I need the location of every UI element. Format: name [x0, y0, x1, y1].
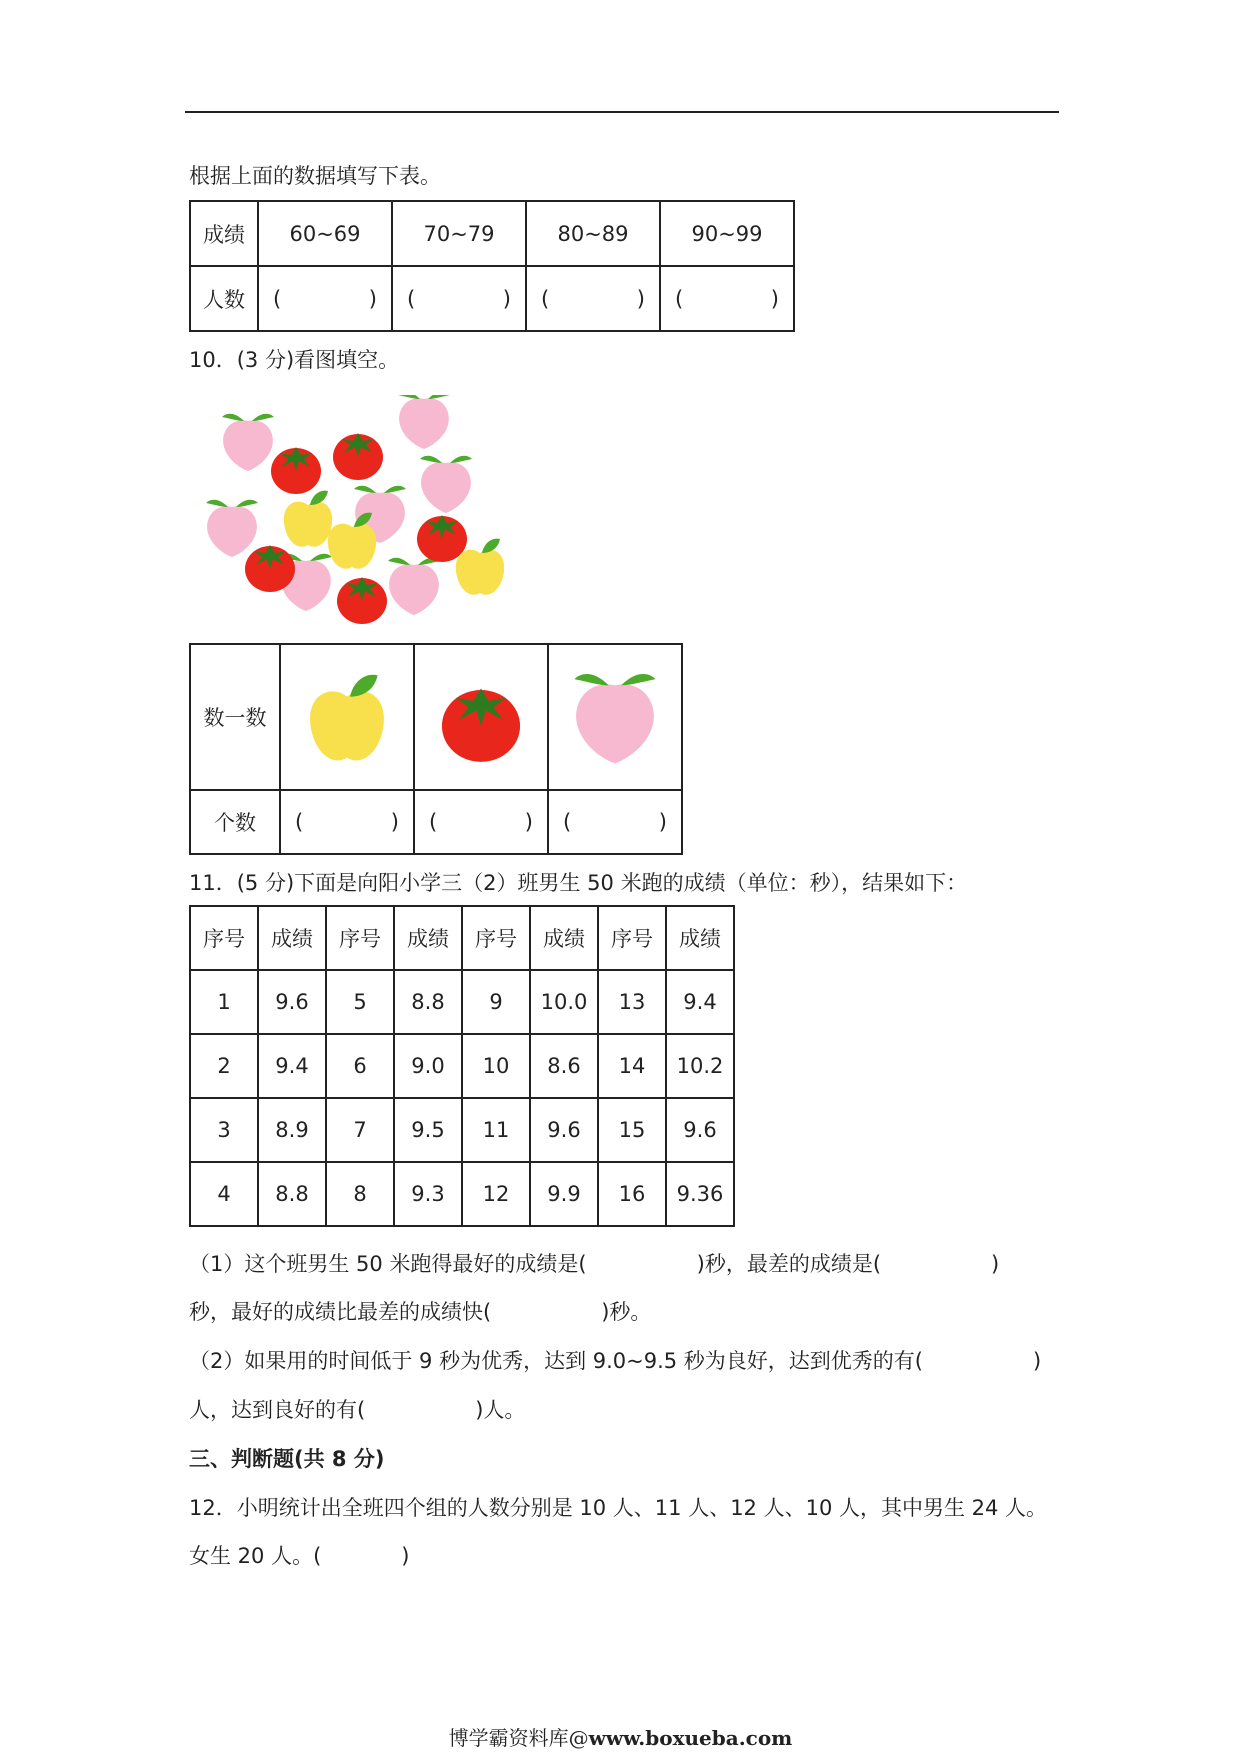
count-header: 数一数 [190, 644, 280, 790]
column-header: 成绩 [394, 906, 462, 970]
table-cell: 8.8 [258, 1162, 326, 1226]
open-paren: ( [563, 810, 572, 834]
table-row [190, 1162, 734, 1226]
close-paren: ) [524, 810, 533, 834]
column-header: 序号 [326, 906, 394, 970]
answer-blank[interactable] [414, 790, 548, 854]
table-row [190, 970, 734, 1034]
table-cell: 9.5 [394, 1098, 462, 1162]
footer-watermark [0, 1722, 1241, 1751]
table-cell: 9.6 [530, 1098, 598, 1162]
table-cell: 14 [598, 1034, 666, 1098]
table-row [190, 1034, 734, 1098]
tomato-icon [417, 515, 467, 562]
range-cell: 80~89 [526, 201, 660, 266]
apple-icon [284, 491, 332, 547]
q12-line2: 女生 20 人。( ) [189, 1544, 410, 1568]
table-cell: 15 [598, 1098, 666, 1162]
column-header: 成绩 [530, 906, 598, 970]
peach-icon [420, 456, 472, 513]
range-cell: 60~69 [258, 201, 392, 266]
peach-icon [222, 414, 274, 471]
open-paren: ( [541, 286, 550, 311]
peach-cell [548, 644, 682, 790]
open-paren: ( [273, 286, 282, 311]
column-header: 序号 [462, 906, 530, 970]
table-cell: 8.6 [530, 1034, 598, 1098]
table-cell: 9.36 [666, 1162, 734, 1226]
table-cell: 1 [190, 970, 258, 1034]
fruit-count-table [189, 643, 683, 855]
q11-sub2-line1: （2）如果用的时间低于 9 秒为优秀，达到 9.0~9.5 秒为良好，达到优秀的有( ) [189, 1349, 1042, 1373]
table-cell: 9.3 [394, 1162, 462, 1226]
q12-text: 12．小明统计出全班四个组的人数分别是 10 人、11 人、12 人、10 人，其中男生 24 人。 [189, 1496, 1048, 1520]
table-cell: 9 [462, 970, 530, 1034]
range-cell: 90~99 [660, 201, 794, 266]
q10-text: 10．(3 分)看图填空。 [189, 348, 400, 372]
section-title: 三、判断题(共 8 分) [189, 1447, 385, 1471]
table-cell: 7 [326, 1098, 394, 1162]
intro-text: 根据上面的数据填写下表。 [189, 164, 441, 188]
count-header: 人数 [190, 266, 258, 331]
table-cell: 8.8 [394, 970, 462, 1034]
table-cell: 9.4 [258, 1034, 326, 1098]
footer-url[interactable]: www.boxueba.com [588, 1726, 793, 1750]
table-cell: 11 [462, 1098, 530, 1162]
table-cell: 6 [326, 1034, 394, 1098]
apple-icon [297, 660, 397, 770]
table-cell: 13 [598, 970, 666, 1034]
range-cell: 70~79 [392, 201, 526, 266]
quantity-header: 个数 [190, 790, 280, 854]
table-cell: 8 [326, 1162, 394, 1226]
column-header: 序号 [190, 906, 258, 970]
footer-brand: 博学霸资料库@ [448, 1726, 589, 1750]
table-cell: 10.0 [530, 970, 598, 1034]
tomato-cell [414, 644, 548, 790]
close-paren: ) [636, 286, 645, 311]
tomato-icon [431, 660, 531, 770]
peach-icon [388, 558, 440, 615]
open-paren: ( [407, 286, 416, 311]
table-cell: 2 [190, 1034, 258, 1098]
close-paren: ) [368, 286, 377, 311]
column-header: 成绩 [258, 906, 326, 970]
q11-sub2-line2: 人，达到良好的有( )人。 [189, 1398, 526, 1422]
column-header: 序号 [598, 906, 666, 970]
tomato-icon [245, 545, 295, 592]
answer-blank[interactable] [392, 266, 526, 331]
close-paren: ) [390, 810, 399, 834]
answer-blank[interactable] [280, 790, 414, 854]
close-paren: ) [658, 810, 667, 834]
peach-icon [206, 500, 258, 557]
fruit-picture [200, 395, 520, 630]
close-paren: ) [770, 286, 779, 311]
table-cell: 3 [190, 1098, 258, 1162]
table-cell: 9.6 [666, 1098, 734, 1162]
table-cell: 12 [462, 1162, 530, 1226]
tomato-icon [333, 433, 383, 480]
score-range-table [189, 200, 795, 332]
close-paren: ) [502, 286, 511, 311]
answer-blank[interactable] [660, 266, 794, 331]
table-cell: 10 [462, 1034, 530, 1098]
table-cell: 9.6 [258, 970, 326, 1034]
table-cell: 8.9 [258, 1098, 326, 1162]
q11-sub1-line2: 秒，最好的成绩比最差的成绩快( )秒。 [189, 1300, 652, 1324]
table-cell: 9.9 [530, 1162, 598, 1226]
header-rule [185, 111, 1059, 113]
tomato-icon [337, 577, 387, 624]
column-header: 成绩 [666, 906, 734, 970]
table-cell: 9.0 [394, 1034, 462, 1098]
score-header: 成绩 [190, 201, 258, 266]
open-paren: ( [675, 286, 684, 311]
tomato-icon [271, 447, 321, 494]
answer-blank[interactable] [258, 266, 392, 331]
table-row [190, 1098, 734, 1162]
open-paren: ( [429, 810, 438, 834]
open-paren: ( [295, 810, 304, 834]
peach-icon [398, 395, 450, 449]
table-cell: 5 [326, 970, 394, 1034]
run-results-table [189, 905, 735, 1227]
table-cell: 10.2 [666, 1034, 734, 1098]
answer-blank[interactable] [548, 790, 682, 854]
table-cell: 4 [190, 1162, 258, 1226]
q11-text: 11．(5 分)下面是向阳小学三（2）班男生 50 米跑的成绩（单位：秒），结果如下： [189, 871, 968, 895]
table-cell: 16 [598, 1162, 666, 1226]
peach-icon [565, 660, 665, 770]
answer-blank[interactable] [526, 266, 660, 331]
q11-sub1-line1: （1）这个班男生 50 米跑得最好的成绩是( )秒，最差的成绩是( ) [189, 1252, 1000, 1276]
table-cell: 9.4 [666, 970, 734, 1034]
apple-cell [280, 644, 414, 790]
